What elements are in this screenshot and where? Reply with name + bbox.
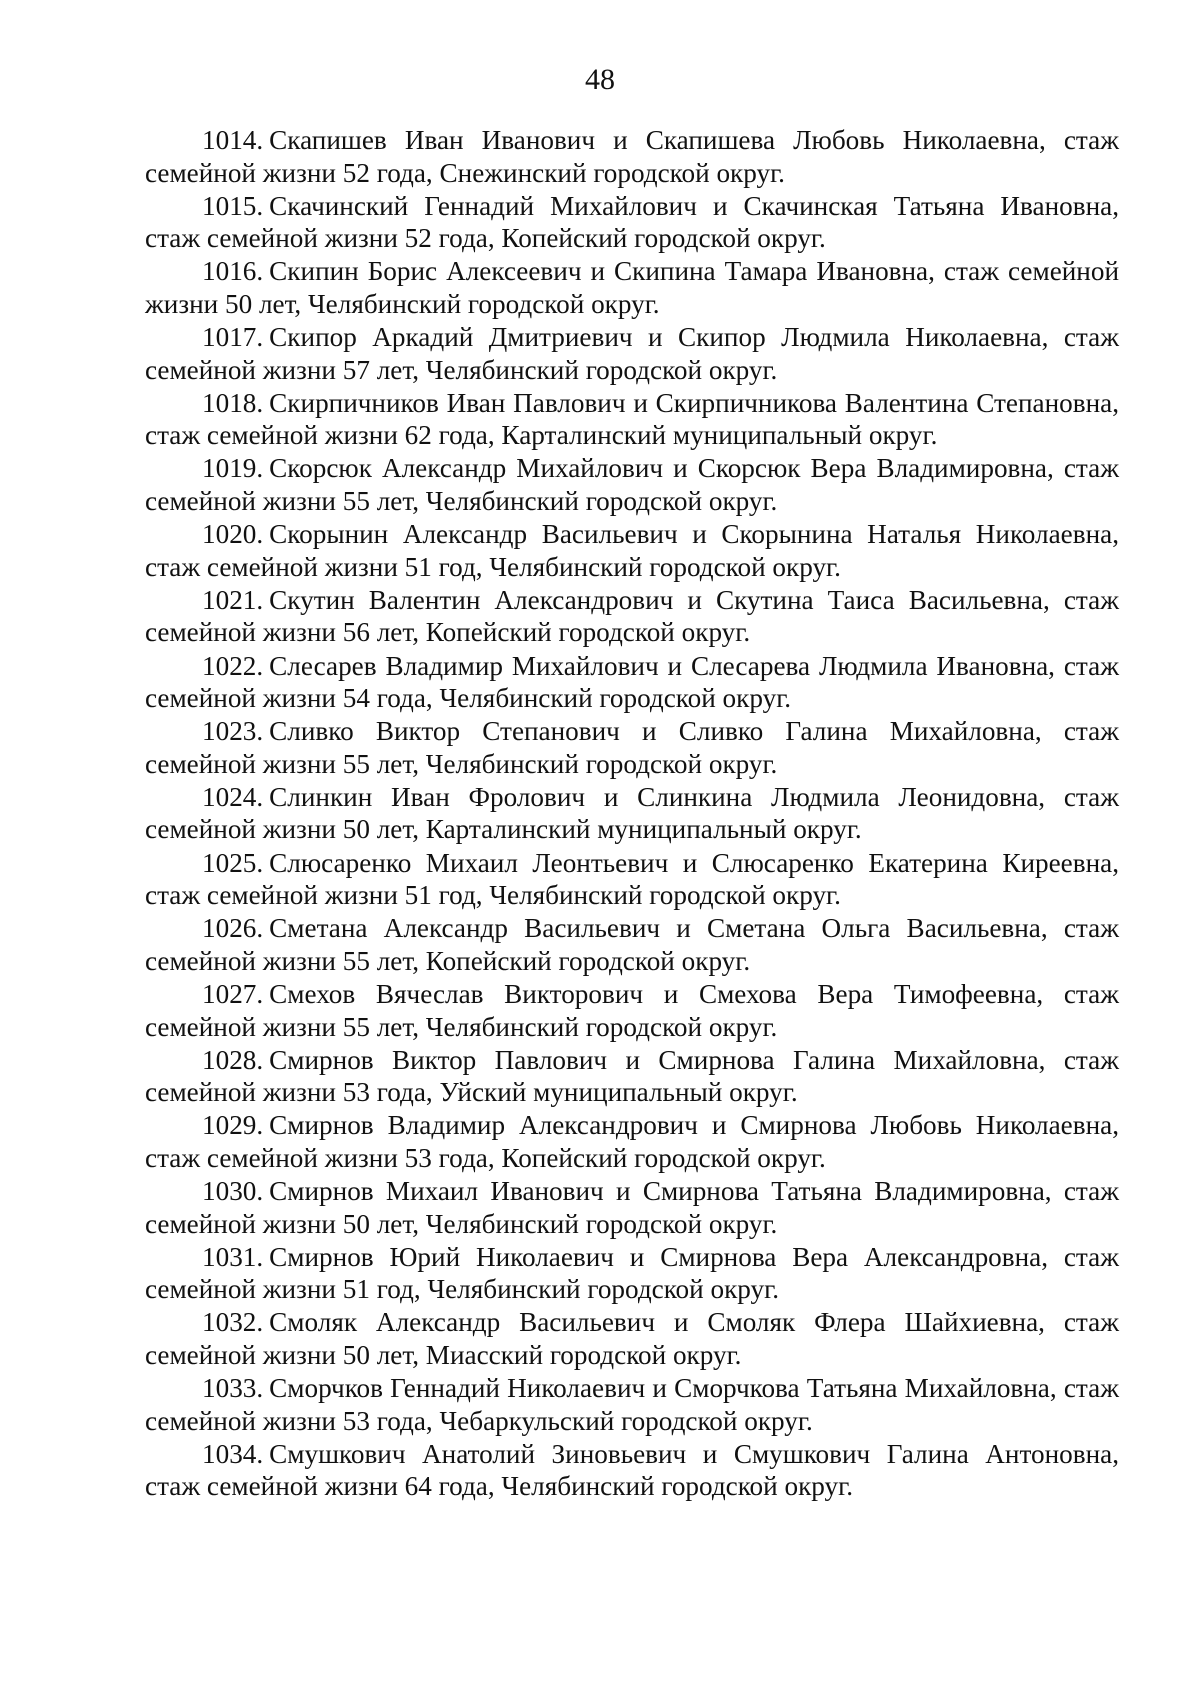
list-item xyxy=(145,1372,1119,1437)
entry-text: Слюсаренко Михаил Леонтьевич и Слюсаренко Екатерина Киреевна, стаж семейной жизни 51 год, Челябинский городской округ. xyxy=(145,847,1119,911)
entry-number: 1015. xyxy=(202,190,264,221)
page-number: 48 xyxy=(585,63,615,96)
entry-text: Сметана Александр Васильевич и Сметана Ольга Васильевна, стаж семейной жизни 55 лет, Копейский городской округ. xyxy=(145,913,1119,976)
entry-number: 1026. xyxy=(202,913,264,944)
entry-text: Смушкович Анатолий Зиновьевич и Смушкович Галина Антоновна, стаж семейной жизни 64 года, Челябинский городской округ. xyxy=(145,1438,1119,1502)
entry-text: Скирпичников Иван Павлович и Скирпичникова Валентина Степановна, стаж семейной жизни 62 года, Карталинский муниципальный округ. xyxy=(145,387,1119,451)
entry-text: Скутин Валентин Александрович и Скутина Таиса Васильевна, стаж семейной жизни 56 лет, Копейский городской округ. xyxy=(145,584,1119,648)
entry-number: 1029. xyxy=(202,1110,264,1141)
list-item xyxy=(145,1438,1119,1503)
list-item xyxy=(145,978,1119,1043)
list-item xyxy=(145,847,1119,912)
entry-text: Смирнов Михаил Иванович и Смирнова Татьяна Владимировна, стаж семейной жизни 50 лет, Челябинский городской округ. xyxy=(145,1176,1119,1239)
list-item xyxy=(145,715,1119,780)
entry-number: 1030. xyxy=(202,1176,264,1206)
entry-text: Смехов Вячеслав Викторович и Смехова Вера Тимофеевна, стаж семейной жизни 55 лет, Челябинский городской округ. xyxy=(145,978,1119,1042)
entry-number: 1022. xyxy=(202,650,264,681)
list-item xyxy=(145,124,1119,189)
entry-number: 1028. xyxy=(202,1044,264,1075)
list-item xyxy=(145,321,1119,386)
list-item xyxy=(145,255,1119,320)
entry-text: Скапишев Иван Иванович и Скапишева Любовь Николаевна, стаж семейной жизни 52 года, Снежинский городской округ. xyxy=(145,125,1119,188)
entry-number: 1021. xyxy=(202,584,264,615)
entry-number: 1020. xyxy=(202,519,264,550)
entry-text: Сливко Виктор Степанович и Сливко Галина Михайловна, стаж семейной жизни 55 лет, Челябинский городской округ. xyxy=(145,716,1119,779)
list-item xyxy=(145,1044,1119,1109)
list-item xyxy=(145,1175,1119,1240)
entry-text: Сморчков Геннадий Николаевич и Сморчкова Татьяна Михайловна, стаж семейной жизни 53 года, Чебаркульский городской округ. xyxy=(145,1373,1119,1436)
entry-number: 1016. xyxy=(202,256,264,287)
entry-text: Скачинский Геннадий Михайлович и Скачинская Татьяна Ивановна, стаж семейной жизни 52 года, Копейский городской округ. xyxy=(145,190,1119,254)
entry-number: 1032. xyxy=(202,1307,264,1338)
entry-text: Скипор Аркадий Дмитриевич и Скипор Людмила Николаевна, стаж семейной жизни 57 лет, Челябинский городской округ. xyxy=(145,322,1119,385)
entry-text: Скорынин Александр Васильевич и Скорынина Наталья Николаевна, стаж семейной жизни 51 год, Челябинский городской округ. xyxy=(145,519,1119,582)
entry-number: 1017. xyxy=(202,322,264,353)
entry-text: Скипин Борис Алексеевич и Скипина Тамара Ивановна, стаж семейной жизни 50 лет, Челябинский городской округ. xyxy=(145,256,1119,319)
entry-number: 1019. xyxy=(202,453,264,484)
entry-number: 1014. xyxy=(202,125,264,155)
entry-text: Скорсюк Александр Михайлович и Скорсюк Вера Владимировна, стаж семейной жизни 55 лет, Челябинский городской округ. xyxy=(145,453,1119,517)
list-item xyxy=(145,1241,1119,1306)
list-item xyxy=(145,387,1119,452)
list-item xyxy=(145,1109,1119,1174)
entry-text: Слинкин Иван Фролович и Слинкина Людмила Леонидовна, стаж семейной жизни 50 лет, Карталинский муниципальный округ. xyxy=(145,781,1119,845)
list-item xyxy=(145,781,1119,846)
list-item xyxy=(145,1306,1119,1371)
entry-text: Смоляк Александр Васильевич и Смоляк Флера Шайхиевна, стаж семейной жизни 50 лет, Миасский городской округ. xyxy=(145,1307,1119,1370)
entry-number: 1027. xyxy=(202,978,264,1009)
list-item xyxy=(145,518,1119,583)
entry-number: 1034. xyxy=(202,1438,264,1469)
list-item xyxy=(145,912,1119,977)
entry-number: 1023. xyxy=(202,716,264,747)
entry-text: Смирнов Владимир Александрович и Смирнова Любовь Николаевна, стаж семейной жизни 53 года, Копейский городской округ. xyxy=(145,1110,1119,1173)
list-item xyxy=(145,650,1119,715)
entry-text: Смирнов Виктор Павлович и Смирнова Галина Михайловна, стаж семейной жизни 53 года, Уйский муниципальный округ. xyxy=(145,1044,1119,1108)
entry-number: 1025. xyxy=(202,847,264,878)
entry-number: 1024. xyxy=(202,781,264,812)
list-item xyxy=(145,584,1119,649)
entry-number: 1033. xyxy=(202,1373,264,1404)
entry-number: 1018. xyxy=(202,387,264,418)
list-item xyxy=(145,452,1119,517)
list-item xyxy=(145,190,1119,255)
entry-text: Смирнов Юрий Николаевич и Смирнова Вера Александровна, стаж семейной жизни 51 год, Челябинский городской округ. xyxy=(145,1241,1119,1305)
entry-text: Слесарев Владимир Михайлович и Слесарева Людмила Ивановна, стаж семейной жизни 54 года, Челябинский городской округ. xyxy=(145,650,1119,714)
entry-number: 1031. xyxy=(202,1241,264,1272)
entry-list xyxy=(145,124,1119,1503)
